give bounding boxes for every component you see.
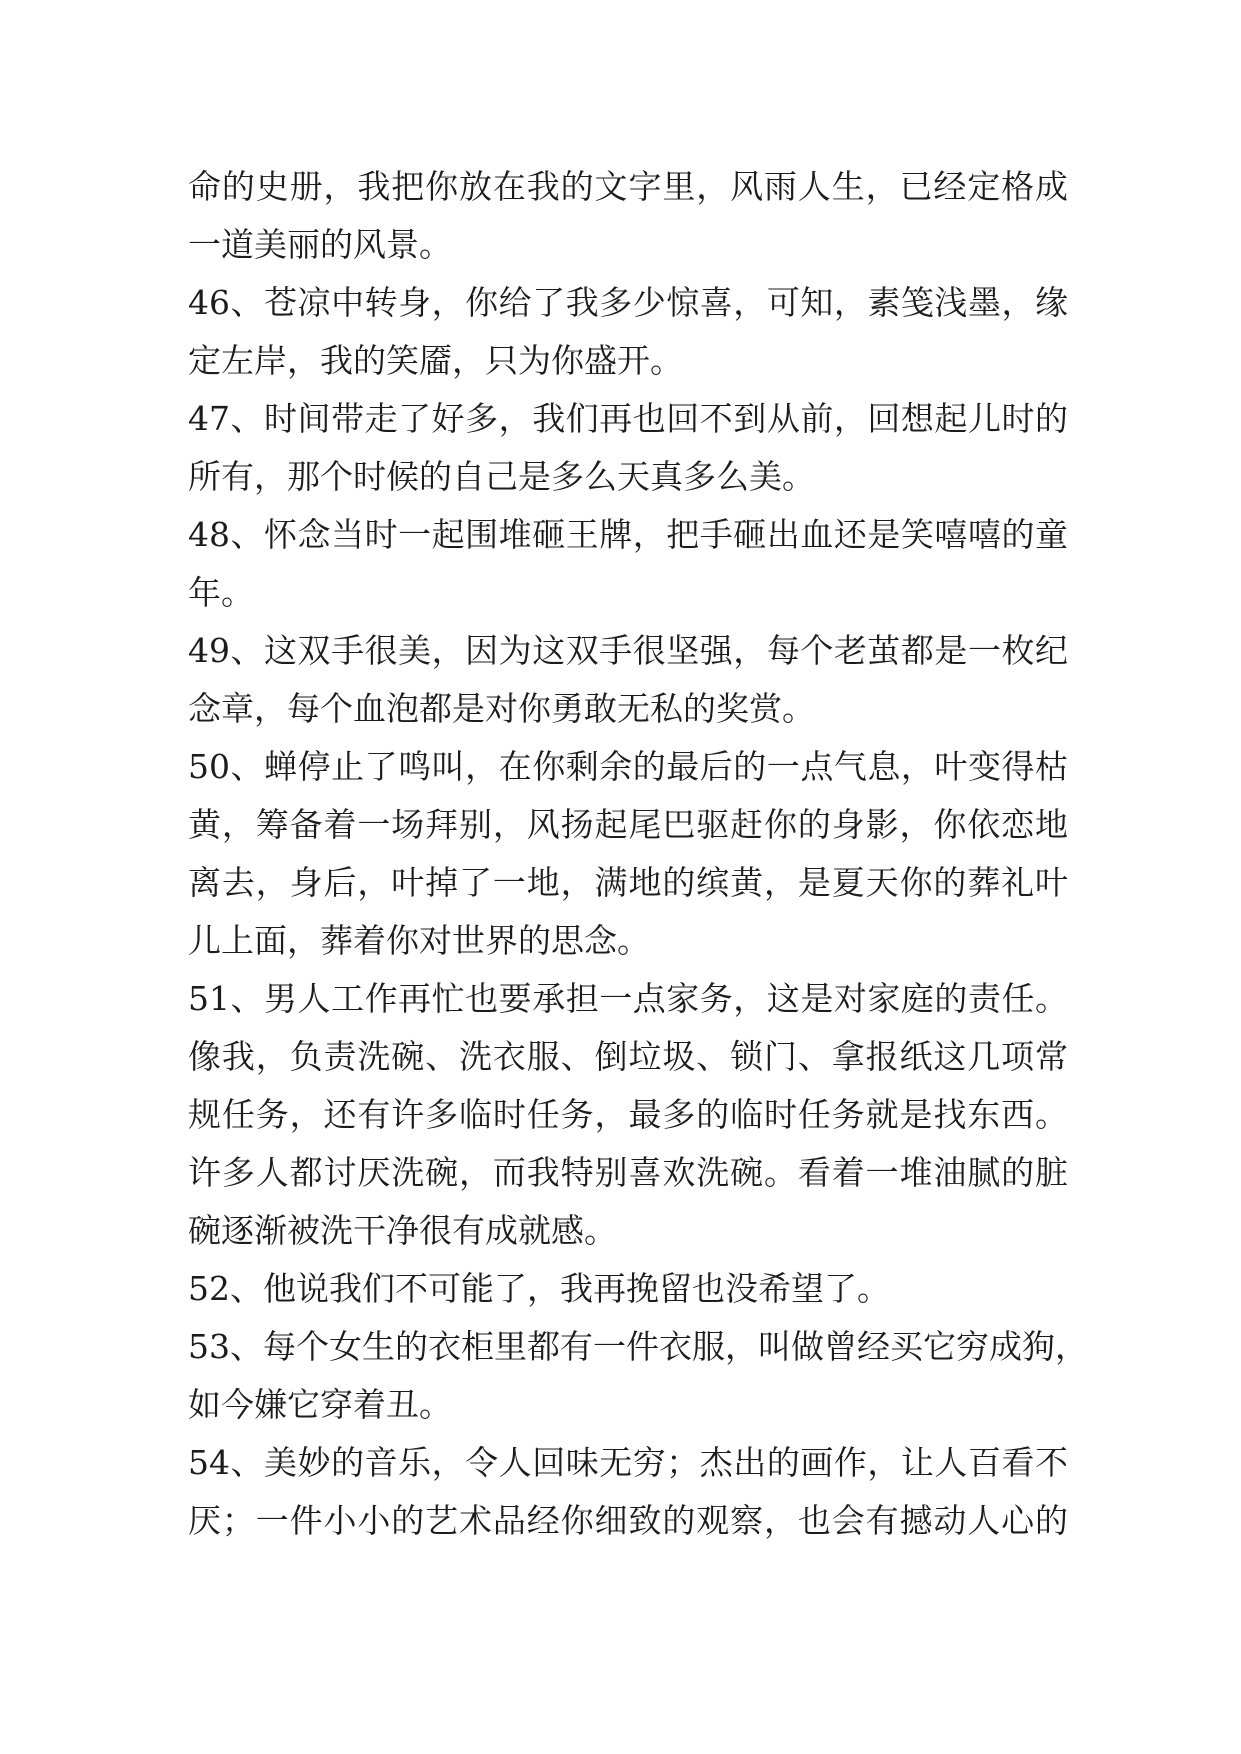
text-line: 念章，每个血泡都是对你勇敢无私的奖赏。 bbox=[188, 689, 815, 728]
text-line: 碗逐渐被洗干净很有成就感。 bbox=[188, 1211, 617, 1250]
text-line: 50、蝉停止了鸣叫，在你剩余的最后的一点气息，叶变得枯 bbox=[188, 747, 1068, 786]
text-line: 许多人都讨厌洗碗，而我特别喜欢洗碗。看着一堆油腻的脏 bbox=[188, 1153, 1068, 1192]
text-line: 48、怀念当时一起围堆砸王牌，把手砸出血还是笑嘻嘻的童 bbox=[188, 515, 1068, 554]
text-line: 53、每个女生的衣柜里都有一件衣服，叫做曾经买它穷成狗， bbox=[188, 1327, 1088, 1366]
text-line: 规任务，还有许多临时任务，最多的临时任务就是找东西。 bbox=[188, 1095, 1068, 1134]
text-line: 儿上面，葬着你对世界的思念。 bbox=[188, 921, 650, 960]
text-line: 49、这双手很美，因为这双手很坚强，每个老茧都是一枚纪 bbox=[188, 631, 1068, 670]
text-line: 命的史册，我把你放在我的文字里，风雨人生，已经定格成 bbox=[188, 167, 1068, 206]
text-line: 像我，负责洗碗、洗衣服、倒垃圾、锁门、拿报纸这几项常 bbox=[188, 1037, 1068, 1076]
text-line: 如今嫌它穿着丑。 bbox=[188, 1385, 452, 1424]
text-line: 47、时间带走了好多，我们再也回不到从前，回想起儿时的 bbox=[188, 399, 1068, 438]
text-line: 厌；一件小小的艺术品经你细致的观察，也会有撼动人心的 bbox=[188, 1501, 1068, 1540]
text-line: 一道美丽的风景。 bbox=[188, 225, 452, 264]
text-line: 51、男人工作再忙也要承担一点家务，这是对家庭的责任。 bbox=[188, 979, 1068, 1018]
body-text bbox=[188, 158, 1088, 1550]
text-line: 年。 bbox=[188, 573, 254, 612]
text-line: 52、他说我们不可能了，我再挽留也没希望了。 bbox=[188, 1269, 890, 1308]
text-line: 46、苍凉中转身，你给了我多少惊喜，可知，素笺浅墨，缘 bbox=[188, 283, 1068, 322]
text-line: 定左岸，我的笑靥，只为你盛开。 bbox=[188, 341, 683, 380]
text-line: 黄，筹备着一场拜别，风扬起尾巴驱赶你的身影，你依恋地 bbox=[188, 805, 1068, 844]
text-line: 离去，身后，叶掉了一地，满地的缤黄，是夏天你的葬礼叶 bbox=[188, 863, 1068, 902]
text-line: 所有，那个时候的自己是多么天真多么美。 bbox=[188, 457, 815, 496]
text-line: 54、美妙的音乐，令人回味无穷；杰出的画作，让人百看不 bbox=[188, 1443, 1068, 1482]
